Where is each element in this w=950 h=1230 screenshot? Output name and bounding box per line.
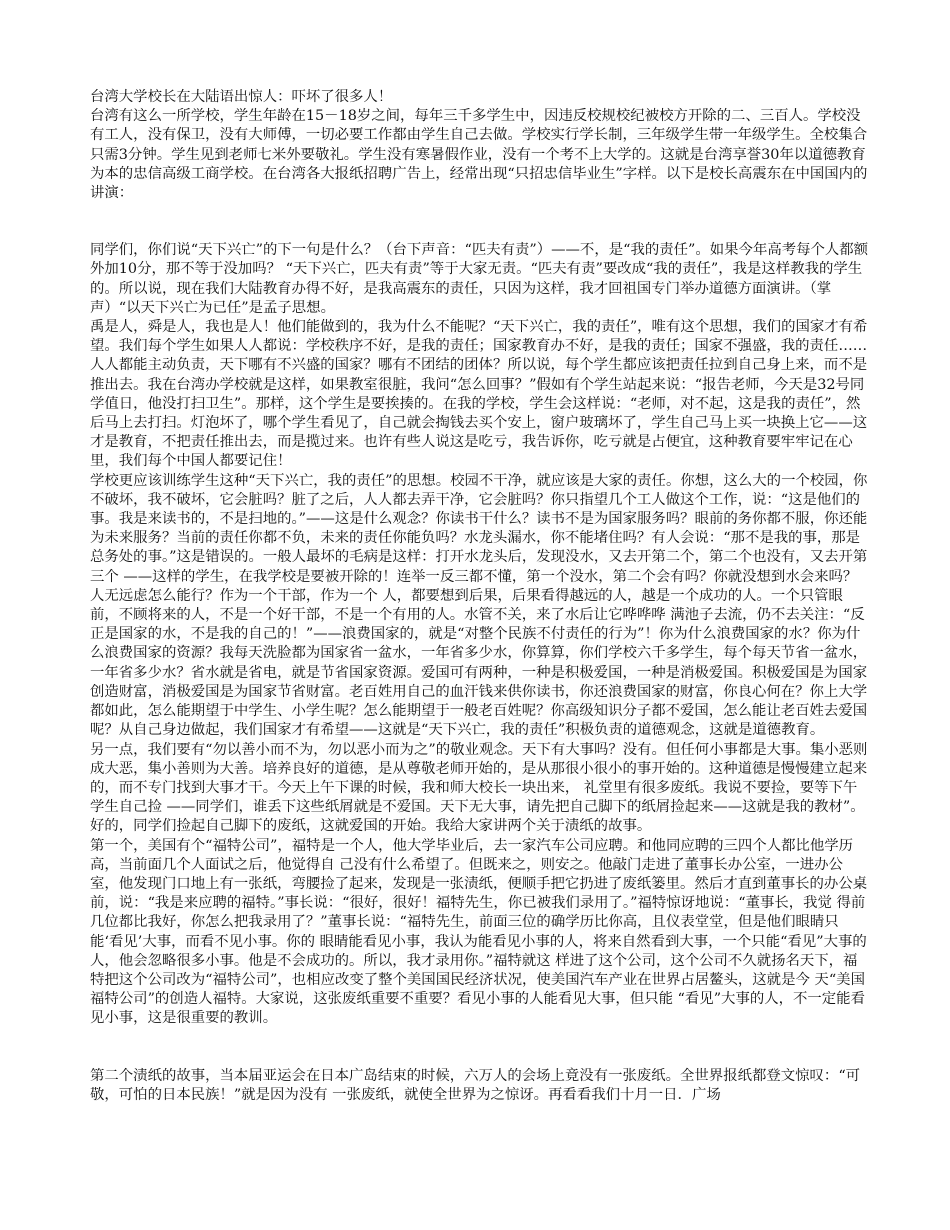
intro-paragraph: 台湾有这么一所学校，学生年龄在15－18岁之间，每年三千多学生中，因违反校规校纪被校方开除的二、三百人。学校没有工人，没有保卫，没有大师傅，一切必要工作都由学生自己去做。学校实行学长制，三年级学生带一年级学生。全校集合只需3分钟。学生见到老师七米外要敬礼。学生没有寒暑假作业，没有一个考不上大学的。这就是台湾享誉30年以道德教育为本的忠信高级工商学校。在台湾各大报纸招聘广告上，经常出现“只招忠信毕业生”字样。以下是校长高震东在中国国内的讲演： bbox=[90, 108, 868, 202]
speech-paragraph-6: 第二个渍纸的故事，当本届亚运会在日本广岛结束的时候，六万人的会场上竟没有一张废纸。全世界报纸都登文惊叹：“可敬，可怕的日本民族！”就是因为没有 一张废纸，就使全世界为之惊讶。再看看我们十月一日．广场 bbox=[90, 1067, 861, 1103]
speech-paragraph-4: 另一点，我们要有“勿以善小而不为，勿以恶小而为之”的敬业观念。天下有大事吗？没有。但任何小事都是大事。集小恶则成大恶，集小善则为大善。培养良好的道德，是从尊敬老师开始的，是从那很小很小的事开始的。这种道德是慢慢建立起来的，而不专门找到大事才干。今天上午下课的时候，我和师大校长一块出来， 礼堂里有很多废纸。我说不要捡，要等下午学生自己捡 ——同学们，谁丢下这些纸屑就是不爱国。天下无大事，请先把自己脚下的纸屑捡起来——这就是我的教材”。好的，同学们捡起自己脚下的废纸，这就爱国的开始。我给大家讲两个关于渍纸的故事。 bbox=[90, 741, 868, 835]
speech-paragraph-1: 同学们，你们说“天下兴亡”的下一句是什么？（台下声音：“匹夫有责”）——不，是“我的责任”。如果今年高考每个人都额外加10分，那不等于没加吗？ “天下兴亡，匹夫有责”等于大家无责。“匹夫有责”要改成“我的责任”，我是这样教我的学生的。所以说，现在我们大陆教育办得不好，是我高震东的责任，只因为这样，我才回祖国专门举办道德方面演讲。（掌声）“以天下兴亡为已任”是孟子思想。 bbox=[90, 242, 869, 316]
paragraph-spacer bbox=[90, 1029, 870, 1067]
speech-paragraph-2: 禹是人，舜是人，我也是人！他们能做到的，我为什么不能呢？“天下兴亡，我的责任”，唯有这个思想，我们的国家才有希望。我们每个学生如果人人都说：学校秩序不好，是我的责任；国家教育办不好，是我的责任；国家不强盛，我的责任……人人都能主动负责，天下哪有不兴盛的国家？哪有不团结的团体？所以说，每个学生都应该把责任拉到自己身上来，而不是推出去。我在台湾办学校就是这样，如果教室很脏，我问“怎么回事？”假如有个学生站起来说：“报告老师，今天是32号同学值日，他没打扫卫生”。那样，这个学生是要挨揍的。在我的学校，学生会这样说：“老师，对不起，这是我的责任”，然后马上去打扫。灯泡坏了，哪个学生看见了，自己就会掏钱去买个安上，窗户玻璃坏了，学生自己马上买一块换上它——这才是教育，不把责任推出去，而是揽过来。也许有些人说这是吃亏，我告诉你，吃亏就是占便宜，这种教育要牢牢记在心里，我们每个中国人都要记住！ bbox=[90, 319, 868, 470]
speech-paragraph-5: 第一个，美国有个“福特公司”，福特是一个人，他大学毕业后，去一家汽车公司应聘。和他同应聘的三四个人都比他学历高，当前面几个人面试之后，他觉得自 己没有什么希望了。但既来之，则安之。他敲门走进了董事长办公室，一进办公室，他发现门口地上有一张纸，弯腰捡了起来，发现是一张渍纸，便顺手把它扔进了废纸篓里。然后才直到董事长的办公桌前，说：“我是来应聘的福特。”事长说：“很好，很好！福特先生，你已被我们录用了。”福特惊讶地说：“董事长，我觉 得前几位都比我好，你怎么把我录用了？”董事长说：“福特先生，前面三位的确学历比你高，且仪表堂堂，但是他们眼睛只能‘看见’大事，而看不见小事。你的 眼睛能看见小事，我认为能看见小事的人，将来自然看到大事，一个只能“看见”大事的人，他会忽略很多小事。他是不会成功的。所以，我才录用你。”福特就这 样进了这个公司，这个公司不久就扬名天下，福特把这个公司改为“福特公司”，也相应改变了整个美国国民经济状况，使美国汽车产业在世界占居鳌头，这就是今 天“美国福特公司”的创造人福特。大家说，这张废纸重要不重要？看见小事的人能看见大事，但只能 “看见”大事的人，不一定能看见小事，这是很重要的教训。 bbox=[90, 837, 868, 1027]
paragraph-spacer bbox=[90, 203, 870, 241]
document-page bbox=[90, 88, 870, 1105]
document-title: 台湾大学校长在大陆语出惊人：吓坏了很多人！ bbox=[90, 89, 393, 105]
speech-paragraph-3: 学校更应该训练学生这种“天下兴亡，我的责任”的思想。校园不干净，就应该是大家的责任。你想，这么大的一个校园，你不破坏，我不破坏，它会脏吗？脏了之后，人人都去弄干净，它会脏吗？你只指望几个工人做这个工作，说：“这是他们的事。我是来读书的，不是扫地的。”——这是什么观念？你读书干什么？读书不是为国家服务吗？眼前的务你都不服，你还能为未来服务？当前的责任你都不负，未来的责任你能负吗？水龙头漏水，你不能堵住吗？有人会说：“那不是我的事，那是总务处的事。”这是错误的。一般人最坏的毛病是这样：打开水龙头后，发现没水，又去开第二个，第二个也没有，又去开第三个 ——这样的学生，在我学校是要被开除的！连举一反三都不懂，第一个没水，第二个会有吗？你就没想到水会来吗？人无远虑怎么能行？作为一个干部，作为一个 人，都要想到后果，后果看得越远的人，越是一个成功的人。一个只管眼前，不顾将来的人，不是一个好干部，不是一个有用的人。水管不关，来了水后让它哗哗哗 满池子去流，仍不去关注：“反正是国家的水，不是我的自己的！”——浪费国家的，就是“对整个民族不付责任的行为”！你为什么浪费国家的水？你为什么浪费国家的资源？我每天洗脸都为国家省一盆水，一年省多少水，你算算，你们学校六千多学生，每个每天节省一盆水，一年省多少水？省水就是省电，就是节省国家资源。爱国可有两种，一种是积极爱国，一种是消极爱国。积极爱国是为国家创造财富，消极爱国是为国家节省财富。老百姓用自己的血汗钱来供你读书，你还浪费国家的财富，你良心何在？你上大学都如此，怎么能期望于中学生、小学生呢？怎么能期望于一般老百姓呢？你高级知识分子都不爱国，怎么能让老百姓去爱国呢？从自己身边做起，我们国家才有希望——这就是“天下兴亡，我的责任”积极负责的道德观念，这就是道德教育。 bbox=[90, 472, 868, 739]
